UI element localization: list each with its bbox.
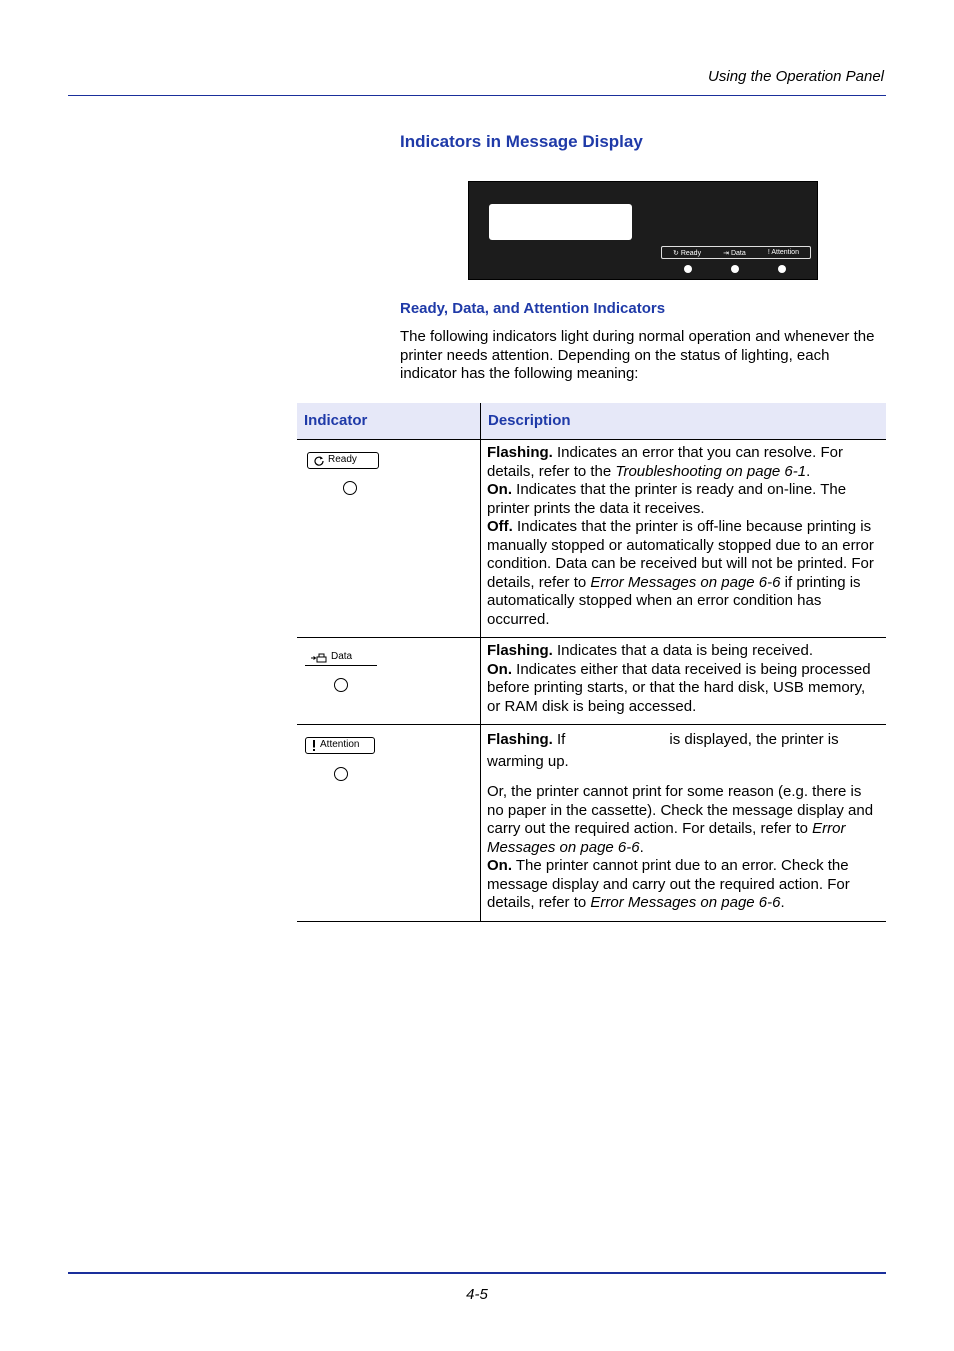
indicator-table xyxy=(297,403,886,922)
column-header-description: Description xyxy=(481,403,887,440)
footer-rule xyxy=(68,1272,886,1274)
ready-led xyxy=(684,265,692,273)
refresh-icon xyxy=(314,456,324,466)
table-row xyxy=(297,440,886,638)
panel-label-attention: ! Attention xyxy=(767,249,799,256)
subsection-title: Ready, Data, and Attention Indicators xyxy=(400,300,666,317)
panel-label-ready: ↻ Ready xyxy=(673,249,702,257)
message-display xyxy=(489,204,632,240)
column-header-indicator: Indicator xyxy=(297,403,481,440)
data-indicator-label: Data xyxy=(305,650,377,666)
indicator-cell xyxy=(297,638,481,725)
operation-panel-figure xyxy=(468,181,818,280)
attention-led-symbol xyxy=(334,767,348,781)
data-printer-icon xyxy=(311,653,327,663)
ready-indicator-label: Ready xyxy=(307,452,379,469)
panel-label-data: ⇥ Data xyxy=(723,249,746,257)
section-title: Indicators in Message Display xyxy=(400,132,643,151)
data-led xyxy=(731,265,739,273)
attention-led xyxy=(778,265,786,273)
intro-paragraph: The following indicators light during normal operation and whenever the printer needs attention. Depending on the status of lighting, each indicator has the following meaning: xyxy=(400,328,875,382)
ready-led-symbol xyxy=(343,481,357,495)
indicator-label-strip xyxy=(661,246,811,259)
page-number: 4-5 xyxy=(466,1286,488,1303)
header-rule xyxy=(68,95,886,96)
table-row xyxy=(297,725,886,922)
indicator-cell xyxy=(297,440,481,638)
indicator-cell xyxy=(297,725,481,922)
description-cell: Flashing. Indicates that a data is being received. On. Indicates either that data received is being processed before printing starts, or that the hard disk, USB memory, or RAM disk is being accessed. xyxy=(481,638,887,725)
table-row xyxy=(297,638,886,725)
data-led-symbol xyxy=(334,678,348,692)
attention-indicator-label: Attention xyxy=(305,737,375,754)
exclamation-icon xyxy=(312,740,316,751)
running-header: Using the Operation Panel xyxy=(708,68,884,85)
description-cell: Flashing. Indicates an error that you can resolve. For details, refer to the Troubleshooting on page 6-1. On. Indicates that the printer is ready and on-line. The printer prints the data it receives. Off. Indicates that the printer is off-line because printing is manually stopped or automatically stopped due to an error condition. Data can be received but will not be printed. For details, refer to Error Messages on page 6-6 if printing is automatically stopped when an error condition has occurred. xyxy=(481,440,887,638)
description-cell: Flashing. If is displayed, the printer is warming up. Or, the printer cannot print for some reason (e.g. there is no paper in the cassette). Check the message display and carry out the required action. For details, refer to Error Messages on page 6-6. On. The printer cannot print due to an error. Check the message display and carry out the required action. For details, refer to Error Messages on page 6-6. xyxy=(481,725,887,922)
